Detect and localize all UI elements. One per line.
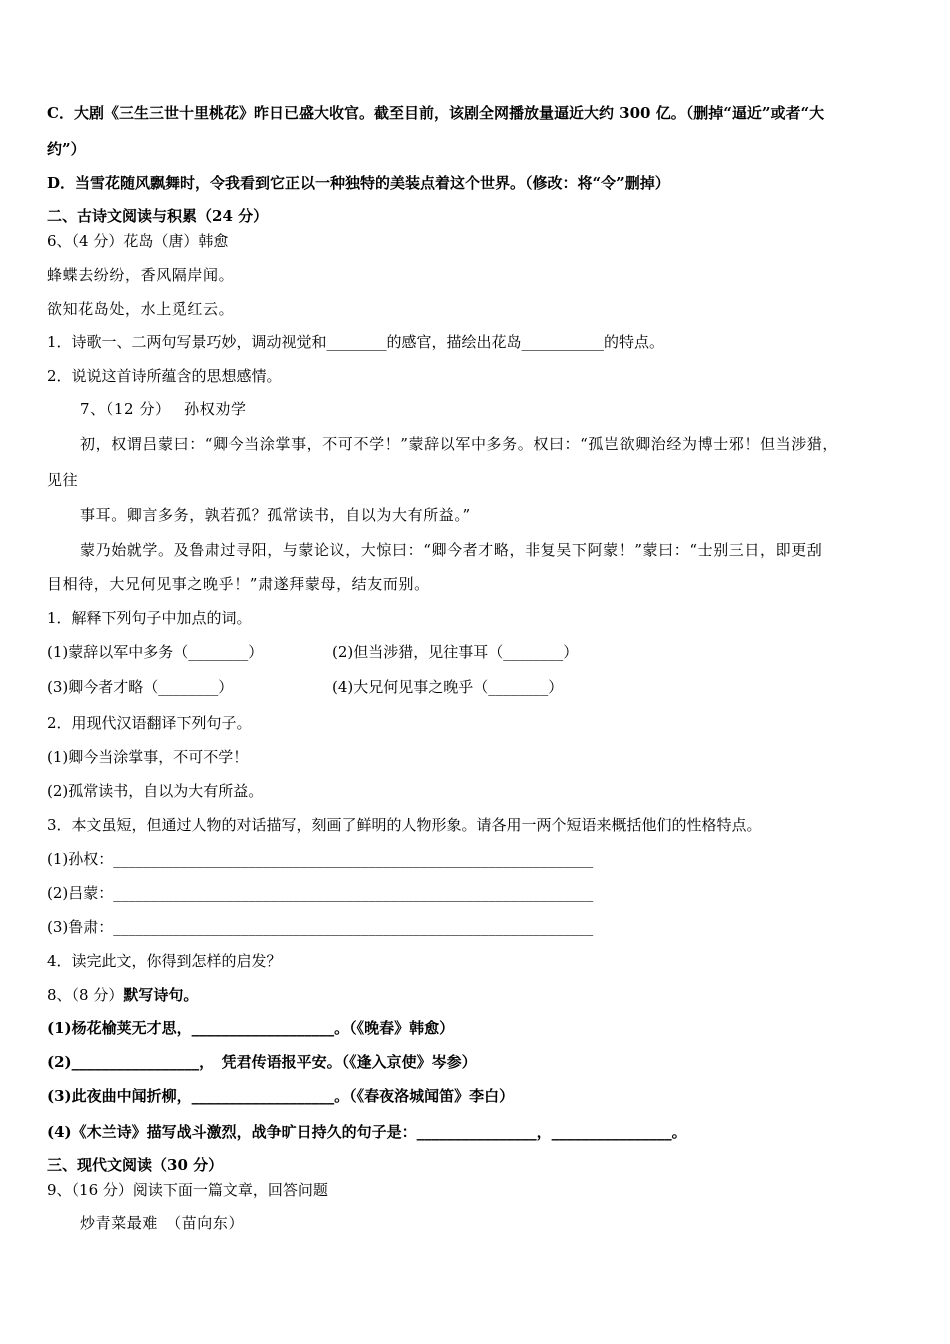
- q6-poem-line2: 欲知花岛处，水上觅红云。: [47, 300, 235, 318]
- q7-sub2: 2．用现代汉语翻译下列句子。: [47, 714, 252, 732]
- q5-option-c-line1: C．大剧《三生三世十里桃花》昨日已盛大收官。截至目前，该剧全网播放量逼近大约 300 亿。（删掉“逼近”或者“大: [47, 104, 825, 122]
- q7-sub4: 4．读完此文，你得到怎样的启发？: [47, 952, 282, 970]
- q7-sub1: 1．解释下列句子中加点的词。: [47, 609, 252, 627]
- section-2-title: 二、古诗文阅读与积累（24 分）: [47, 207, 269, 225]
- q9-heading: 9、（16 分）阅读下面一篇文章，回答问题: [47, 1181, 328, 1199]
- q7-sub3-sunquan: (1)孙权：________________________________________________________________: [47, 850, 594, 868]
- q7-sub3: 3．本文虽短，但通过人物的对话描写，刻画了鲜明的人物形象。请各用一两个短语来概括他们的性格特点。: [47, 816, 762, 834]
- q7-sub1-item2: (2)但当涉猎，见往事耳（________）: [332, 643, 579, 661]
- q6-sub1: 1．诗歌一、二两句写景巧妙，调动视觉和________的感官，描绘出花岛___________的特点。: [47, 333, 665, 351]
- q9-article-title: 炒青菜最难 （苗向东）: [80, 1214, 245, 1232]
- q8-item3: (3)此夜曲中闻折柳，___________________。（《春夜洛城闻笛》李白）: [47, 1087, 515, 1105]
- q8-heading: [47, 985, 198, 1005]
- q6-poem-line1: 蜂蝶去纷纷，香风隔岸闻。: [47, 266, 235, 284]
- q8-heading-title: 默写诗句。: [123, 986, 199, 1004]
- q7-passage-p2b: 目相待，大兄何见事之晚乎！”肃遂拜蒙母，结友而别。: [47, 575, 430, 593]
- q7-sub3-lusu: (3)鲁肃：________________________________________________________________: [47, 918, 594, 936]
- q6-heading: 6、（4 分）花岛（唐）韩愈: [47, 232, 229, 250]
- q8-heading-number: 8、（8 分）: [47, 986, 124, 1004]
- q7-passage-p2a: 蒙乃始就学。及鲁肃过寻阳，与蒙论议，大惊曰：“卿今者才略，非复吴下阿蒙！”蒙曰：“士别三日，即更刮: [80, 541, 823, 559]
- q7-sub2-item2: (2)孤常读书，自以为大有所益。: [47, 782, 264, 800]
- q7-passage-p1a: 初，权谓吕蒙曰：“卿今当涂掌事，不可不学！”蒙辞以军中多务。权曰：“孤岂欲卿治经为博士邪！但当涉猎，: [80, 435, 839, 453]
- q7-sub1-item3: (3)卿今者才略（________）: [47, 678, 234, 696]
- q7-sub1-item1: (1)蒙辞以军中多务（________）: [47, 643, 264, 661]
- q8-item2: (2)_________________， 凭君传语报平安。（《逢入京使》岑参）: [47, 1053, 477, 1071]
- q7-sub3-lvmeng: (2)吕蒙：________________________________________________________________: [47, 884, 594, 902]
- q6-sub2: 2．说说这首诗所蕴含的思想感情。: [47, 367, 282, 385]
- q7-sub2-item1: (1)卿今当涂掌事，不可不学！: [47, 748, 249, 766]
- q7-sub1-item4: (4)大兄何见事之晚乎（________）: [332, 678, 564, 696]
- q8-item1: (1)杨花榆荚无才思，___________________。（《晚春》韩愈）: [47, 1019, 455, 1037]
- q7-passage-p1c: 事耳。卿言多务，孰若孤？孤常读书，自以为大有所益。”: [80, 506, 471, 524]
- section-3-title: 三、现代文阅读（30 分）: [47, 1156, 224, 1174]
- q7-heading: 7、（12 分） 孙权劝学: [80, 400, 247, 418]
- q8-item4: (4)《木兰诗》描写战斗激烈，战争旷日持久的句子是：________________，________________。: [47, 1123, 687, 1141]
- q5-option-c-line2: 约”）: [47, 140, 86, 158]
- q7-passage-p1b: 见往: [47, 471, 79, 489]
- q5-option-d: D．当雪花随风飘舞时，令我看到它正以一种独特的美装点着这个世界。（修改：将“令”删掉）: [47, 174, 670, 192]
